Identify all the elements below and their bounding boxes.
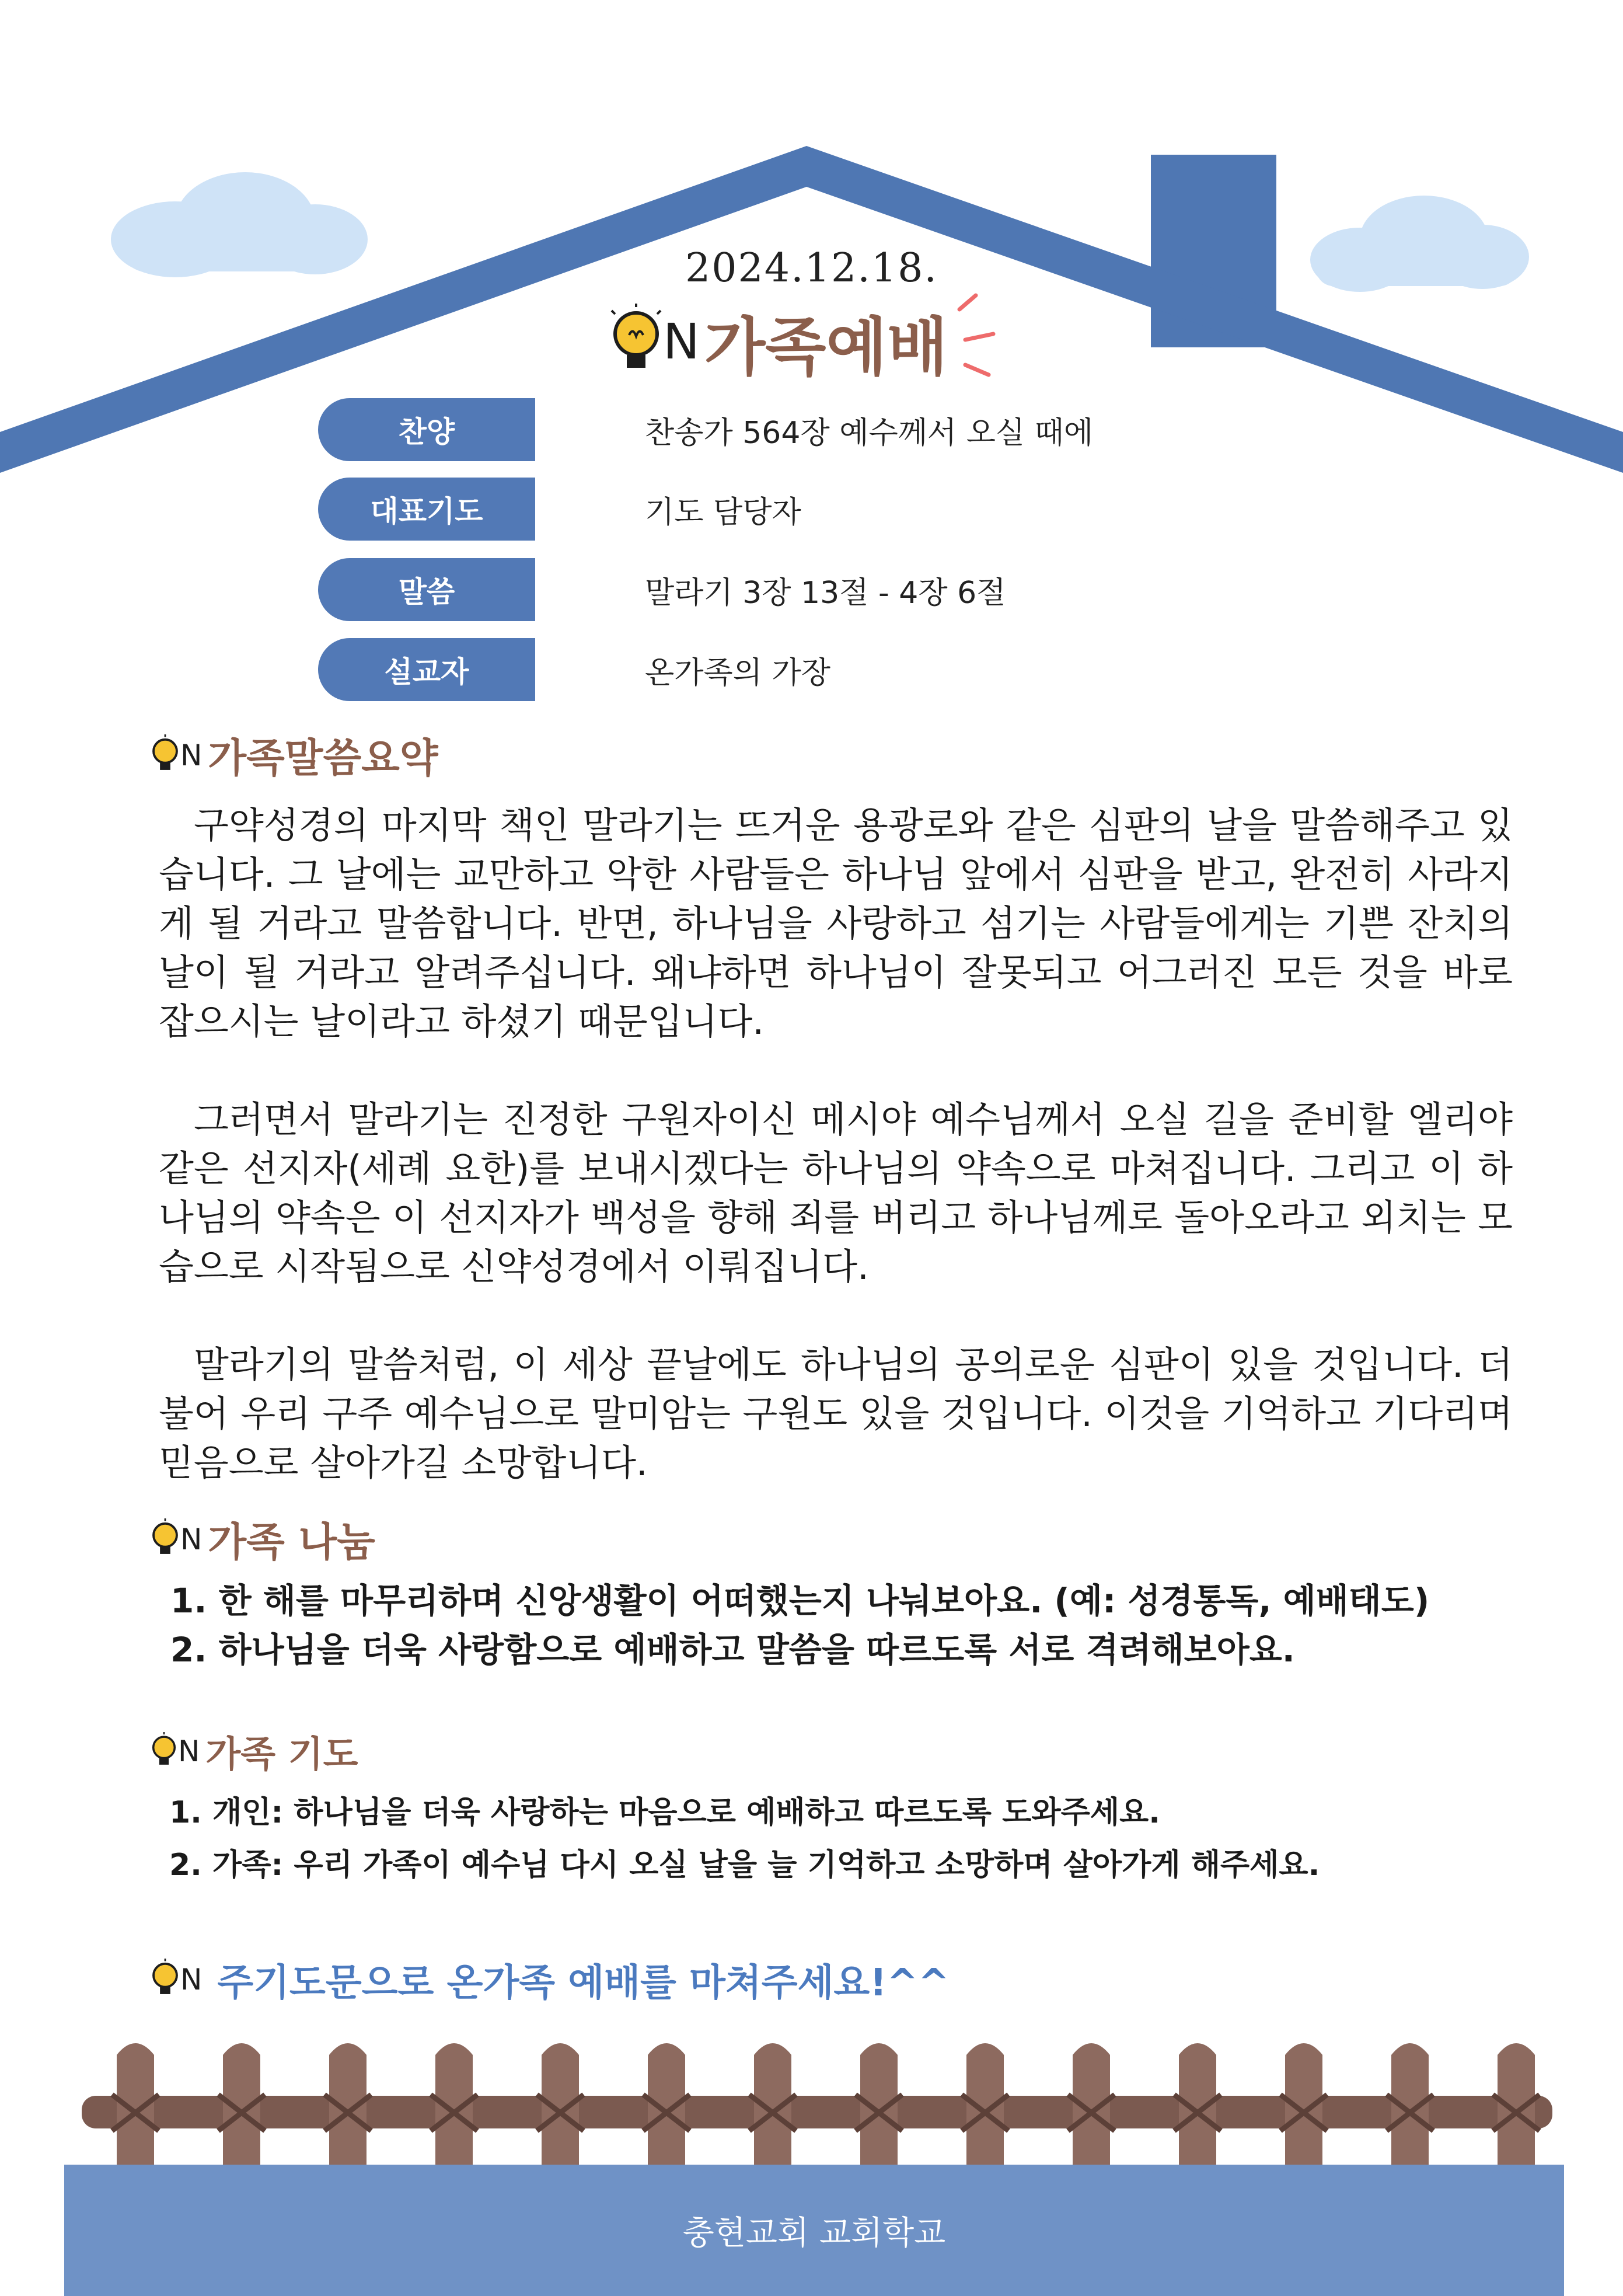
- logo-letter: N: [180, 738, 203, 772]
- summary-paragraph: 말라기의 말씀처럼, 이 세상 끝날에도 하나님의 공의로운 심판이 있을 것입니다. 더불어 우리 구주 예수님으로 말미암는 구원도 있을 것입니다. 이것을 기억하고 기다리며 믿음으로 살아가길 소망합니다.: [159, 1343, 1513, 1484]
- fence-post: [648, 2043, 685, 2172]
- fence-post: [1179, 2043, 1216, 2172]
- summary-heading-text: 가족말씀요약: [208, 736, 438, 782]
- logo-letter: N: [663, 313, 700, 370]
- fence-post: [117, 2043, 154, 2172]
- lightbulb-icon: [149, 1518, 182, 1560]
- fence-post: [754, 2043, 791, 2172]
- prayer-list: [169, 1786, 1570, 1891]
- schedule-label: 대표기도: [318, 478, 535, 541]
- schedule-row-praise: [318, 398, 1093, 461]
- prayer-heading: [149, 1725, 358, 1777]
- sharing-list: [170, 1576, 1571, 1674]
- closing-text: 주기도문으로 온가족 예배를 마쳐주세요!^^: [217, 1961, 950, 2005]
- schedule-label: 설교자: [318, 638, 535, 701]
- footer-bar: [64, 2165, 1564, 2296]
- page-title: [607, 292, 1012, 391]
- schedule-row-prayer: [318, 478, 801, 541]
- prayer-item: 2. 가족: 우리 가족이 예수님 다시 오실 날을 늘 기억하고 소망하며 살아가게 해주세요.: [169, 1848, 1320, 1883]
- footer-church-name: 충현교회 교회학교: [682, 2214, 946, 2252]
- summary-body: [159, 801, 1513, 1487]
- sharing-heading-text: 가족 나눔: [208, 1520, 375, 1566]
- fence-post: [223, 2043, 260, 2172]
- summary-paragraph: 그러면서 말라기는 진정한 구원자이신 메시야 예수님께서 오실 길을 준비할 엘리야 같은 선지자(세례 요한)를 보내시겠다는 하나님의 약속으로 마쳐집니다. 그리고 이 하나님의 약속은 이 선지자가 백성을 향해 죄를 버리고 하나님께로 돌아오라고 외치는 모습으로 시작됨으로 신약성경에서 이뤄집니다.: [159, 1098, 1513, 1288]
- schedule-row-preacher: [318, 638, 830, 701]
- closing-line: [149, 1953, 950, 2006]
- prayer-heading-text: 가족 기도: [205, 1733, 358, 1775]
- lightbulb-icon: [149, 1959, 182, 2001]
- schedule-value: 기도 담당자: [645, 494, 801, 530]
- prayer-item: 1. 개인: 하나님을 더욱 사랑하는 마음으로 예배하고 따르도록 도와주세요.: [169, 1795, 1161, 1830]
- logo-letter: N: [180, 1963, 203, 1997]
- title-text: 가족예배: [704, 311, 948, 384]
- fence-post: [1391, 2043, 1429, 2172]
- schedule-row-scripture: [318, 558, 1006, 621]
- schedule-value: 온가족의 가장: [645, 655, 830, 691]
- sharing-item: 2. 하나님을 더욱 사랑함으로 예배하고 말씀을 따르도록 서로 격려해보아요.: [170, 1630, 1295, 1670]
- schedule-value: 말라기 3장 13절 - 4장 6절: [645, 575, 1006, 611]
- fence-post: [860, 2043, 898, 2172]
- worship-date: 2024.12.18.: [685, 245, 938, 291]
- schedule-value: 찬송가 564장 예수께서 오실 때에: [645, 415, 1094, 451]
- fence-post: [966, 2043, 1004, 2172]
- summary-paragraph: 구약성경의 마지막 책인 말라기는 뜨거운 용광로와 같은 심판의 날을 말씀해주고 있습니다. 그 날에는 교만하고 악한 사람들은 하나님 앞에서 심판을 받고, 완전히 사라지게 될 거라고 말씀합니다. 반면, 하나님을 사랑하고 섬기는 사람들에게는 기쁜 잔치의 날이 될 거라고 알려주십니다. 왜냐하면 하나님이 잘못되고 어그러진 모든 것을 바로 잡으시는 날이라고 하셨기 때문입니다.: [159, 804, 1513, 1043]
- lightbulb-icon: [607, 304, 665, 379]
- sharing-heading: [149, 1511, 375, 1567]
- logo-letter: N: [178, 1734, 200, 1768]
- summary-heading: [149, 727, 438, 783]
- fence-post: [1285, 2043, 1322, 2172]
- schedule-label: 말씀: [318, 558, 535, 621]
- fence-post: [329, 2043, 367, 2172]
- logo-letter: N: [180, 1522, 203, 1556]
- schedule-label: 찬양: [318, 398, 535, 461]
- sharing-item: 1. 한 해를 마무리하며 신앙생활이 어떠했는지 나눠보아요. (예: 성경통독, 예배태도): [170, 1581, 1430, 1621]
- wooden-fence-illustration: [0, 2032, 1623, 2172]
- lightbulb-icon: [149, 1732, 179, 1771]
- fence-post: [1073, 2043, 1110, 2172]
- fence-post: [1498, 2043, 1535, 2172]
- lightbulb-icon: [149, 734, 182, 776]
- fence-post: [435, 2043, 473, 2172]
- fence-post: [542, 2043, 579, 2172]
- sparkle-lines-icon: [948, 292, 1012, 391]
